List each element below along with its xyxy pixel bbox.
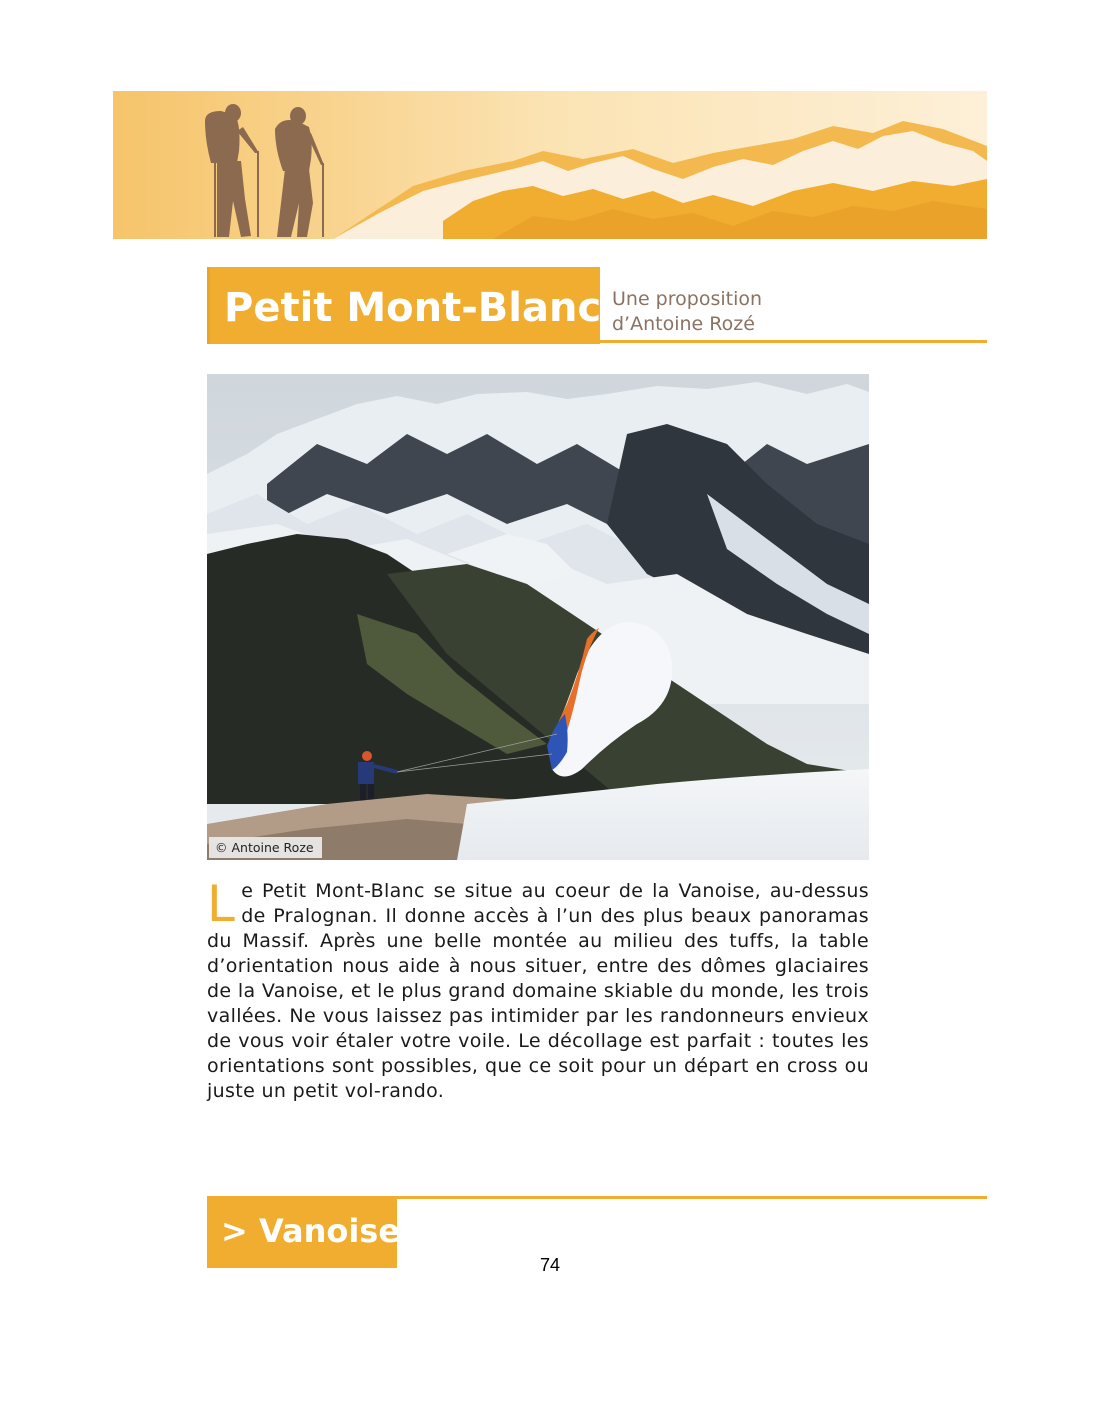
page-number: 74 (539, 1255, 561, 1275)
author-proposal (612, 287, 762, 337)
photo-credit: © Antoine Roze (209, 837, 322, 858)
title-box (207, 267, 600, 344)
article-paragraph: e Petit Mont-Blanc se situe au coeur de la Vanoise, au-dessus de Pralognan. Il donne accès à l’un des plus beaux panoramas du Massif. Après une belle montée au milieu des tuffs, la table d’orientation nous aide à nous situer, entre des dômes glaciaires de la Vanoise, et le plus grand domaine skiable du monde, les trois vallées. Ne vous laissez pas intimider par les randonneurs envieux de vous voir étaler votre voile. Le décollage est parfait : toutes les orientations sont possibles, que ce soit pour un départ en cross ou juste un petit vol-rando. (207, 880, 869, 1102)
mountain-banner-illustration (113, 91, 987, 239)
paragliding-photo (207, 374, 869, 860)
title-block (207, 267, 987, 344)
section-label: > Vanoise (221, 1212, 401, 1250)
page-title: Petit Mont-Blanc (224, 285, 602, 331)
mountain-paraglider-photo (207, 374, 869, 860)
header-banner (113, 91, 987, 239)
title-underline (597, 340, 987, 343)
section-box (207, 1196, 401, 1268)
proposal-line-1: Une proposition (612, 288, 763, 310)
drop-cap: L (207, 875, 236, 933)
proposal-line-2: d’Antoine Rozé (612, 313, 755, 335)
article-body (207, 875, 869, 1104)
